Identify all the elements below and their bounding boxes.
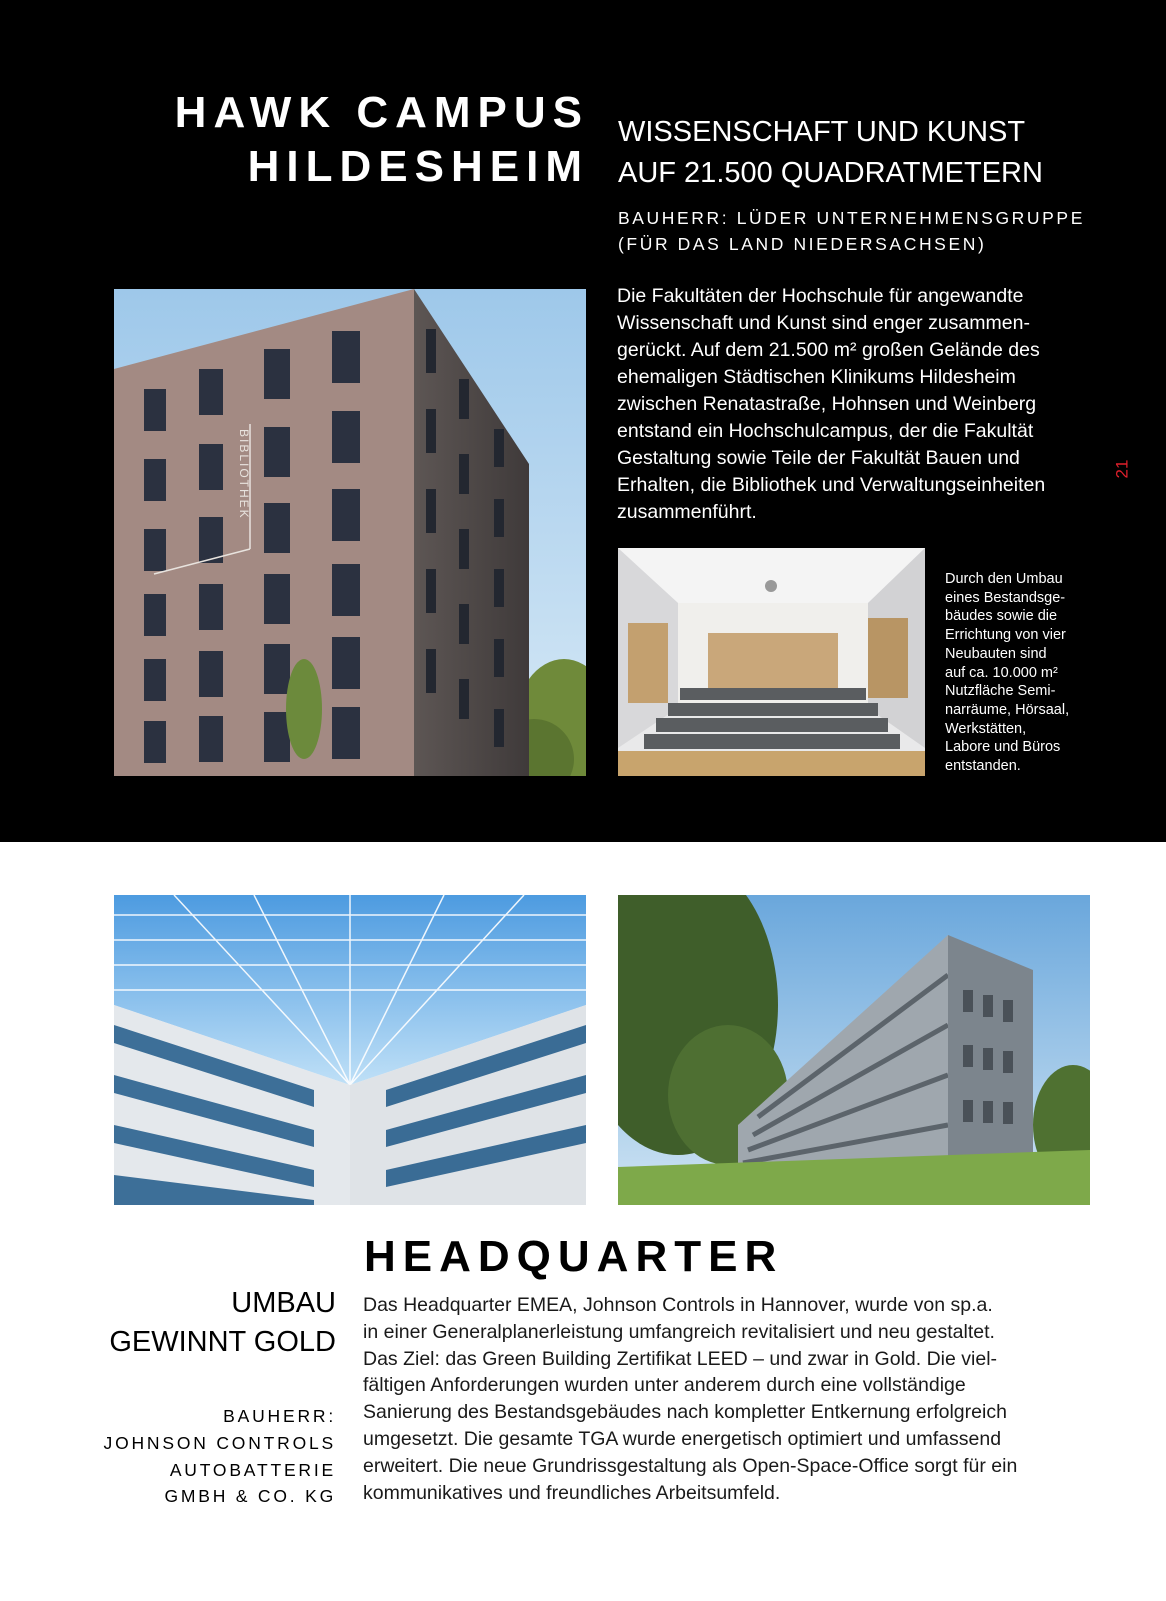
hq-client-line: GMBH & CO. KG [164,1486,336,1507]
hq-body-line: umgesetzt. Die gesamte TGA wurde energetisch optimiert und umfassend [363,1427,1002,1450]
caption-line: auf ca. 10.000 m² [945,664,1058,681]
page-number: 21 [1112,459,1132,479]
hawk-body-line: entstand ein Hochschulcampus, der die Fakultät [617,420,1034,442]
hawk-body-line: Erhalten, die Bibliothek und Verwaltungseinheiten [617,474,1046,496]
caption-line: Werkstätten, [945,720,1027,737]
headquarter-client [104,1403,336,1510]
caption-line: narräume, Hörsaal, [945,701,1070,718]
caption-line: Neubauten sind [945,645,1047,662]
hq-body-line: Sanierung des Bestandsgebäudes nach kompletter Entkernung erfolgreich [363,1401,1007,1424]
hawk-body-line: Wissenschaft und Kunst sind enger zusammen- [617,312,1030,334]
hq-body-line: Das Ziel: das Green Building Zertifikat LEED – und zwar in Gold. Die viel- [363,1347,998,1370]
lecture-hall-caption [945,570,1103,776]
caption-line: entstanden. [945,758,1021,775]
hawk-title-line: HILDESHEIM [247,142,589,191]
hawk-subtitle [618,112,1043,194]
library-tower-photo [114,289,586,776]
caption-line: Errichtung von vier [945,627,1066,644]
hq-client-line: AUTOBATTERIE [169,1459,336,1480]
hawk-body-line: zusammenführt. [617,501,757,523]
hawk-body-line: ehemaligen Städtischen Klinikums Hildesheim [617,366,1016,388]
hawk-client-line: (FÜR DAS LAND NIEDERSACHSEN) [618,234,987,254]
hq-body-line: kommunikatives und freundliches Arbeitsumfeld. [363,1481,781,1504]
hq-body-line: Das Headquarter EMEA, Johnson Controls in Hannover, wurde von sp.a. [363,1294,993,1316]
lecture-hall-photo [618,548,925,776]
hawk-body-line: Die Fakultäten der Hochschule für angewandte [617,285,1024,307]
hawk-subtitle-line: AUF 21.500 QUADRATMETERN [618,157,1043,189]
hq-body-line: in einer Generalplanerleistung umfangreich revitalisiert und neu gestaltet. [363,1320,995,1343]
caption-line: bäudes sowie die [945,608,1058,625]
glass-atrium-photo [114,895,586,1205]
hq-body-line: fältigen Anforderungen wurden unter anderem durch eine vollständige [363,1374,966,1397]
hawk-body-line: zwischen Renatastraße, Hohnsen und Weinberg [617,393,1037,415]
headquarter-title: HEADQUARTER [364,1232,784,1281]
headquarter-subtitle [109,1284,336,1362]
hq-client-line: BAUHERR: [223,1406,336,1426]
library-sign: BIBLIOTHEK [237,429,251,520]
hawk-body-line: gerückt. Auf dem 21.500 m² großen Gelände des [617,339,1040,361]
headquarters-building-photo [618,895,1090,1205]
headquarter-body-text [363,1292,1103,1506]
hq-client-line: JOHNSON CONTROLS [103,1432,336,1453]
hawk-body-line: Gestaltung sowie Teile der Fakultät Bauen und [617,447,1020,469]
hawk-client-line: BAUHERR: LÜDER UNTERNEHMENSGRUPPE [618,208,1085,228]
hawk-body-text [617,283,1087,526]
caption-line: Labore und Büros [945,739,1061,756]
hq-body-line: erweitert. Die neue Grundrissgestaltung als Open-Space-Office sorgt für ein [363,1454,1018,1477]
hawk-subtitle-line: WISSENSCHAFT UND KUNST [618,116,1026,148]
caption-line: Nutzfläche Semi- [945,683,1056,700]
hq-subtitle-line: UMBAU [231,1287,336,1319]
caption-line: Durch den Umbau [945,571,1063,587]
hawk-client [618,205,1085,257]
hq-subtitle-line: GEWINNT GOLD [109,1326,336,1358]
caption-line: eines Bestandsge- [945,589,1066,606]
hawk-title-line: HAWK CAMPUS [174,88,589,137]
hawk-title [175,86,589,194]
